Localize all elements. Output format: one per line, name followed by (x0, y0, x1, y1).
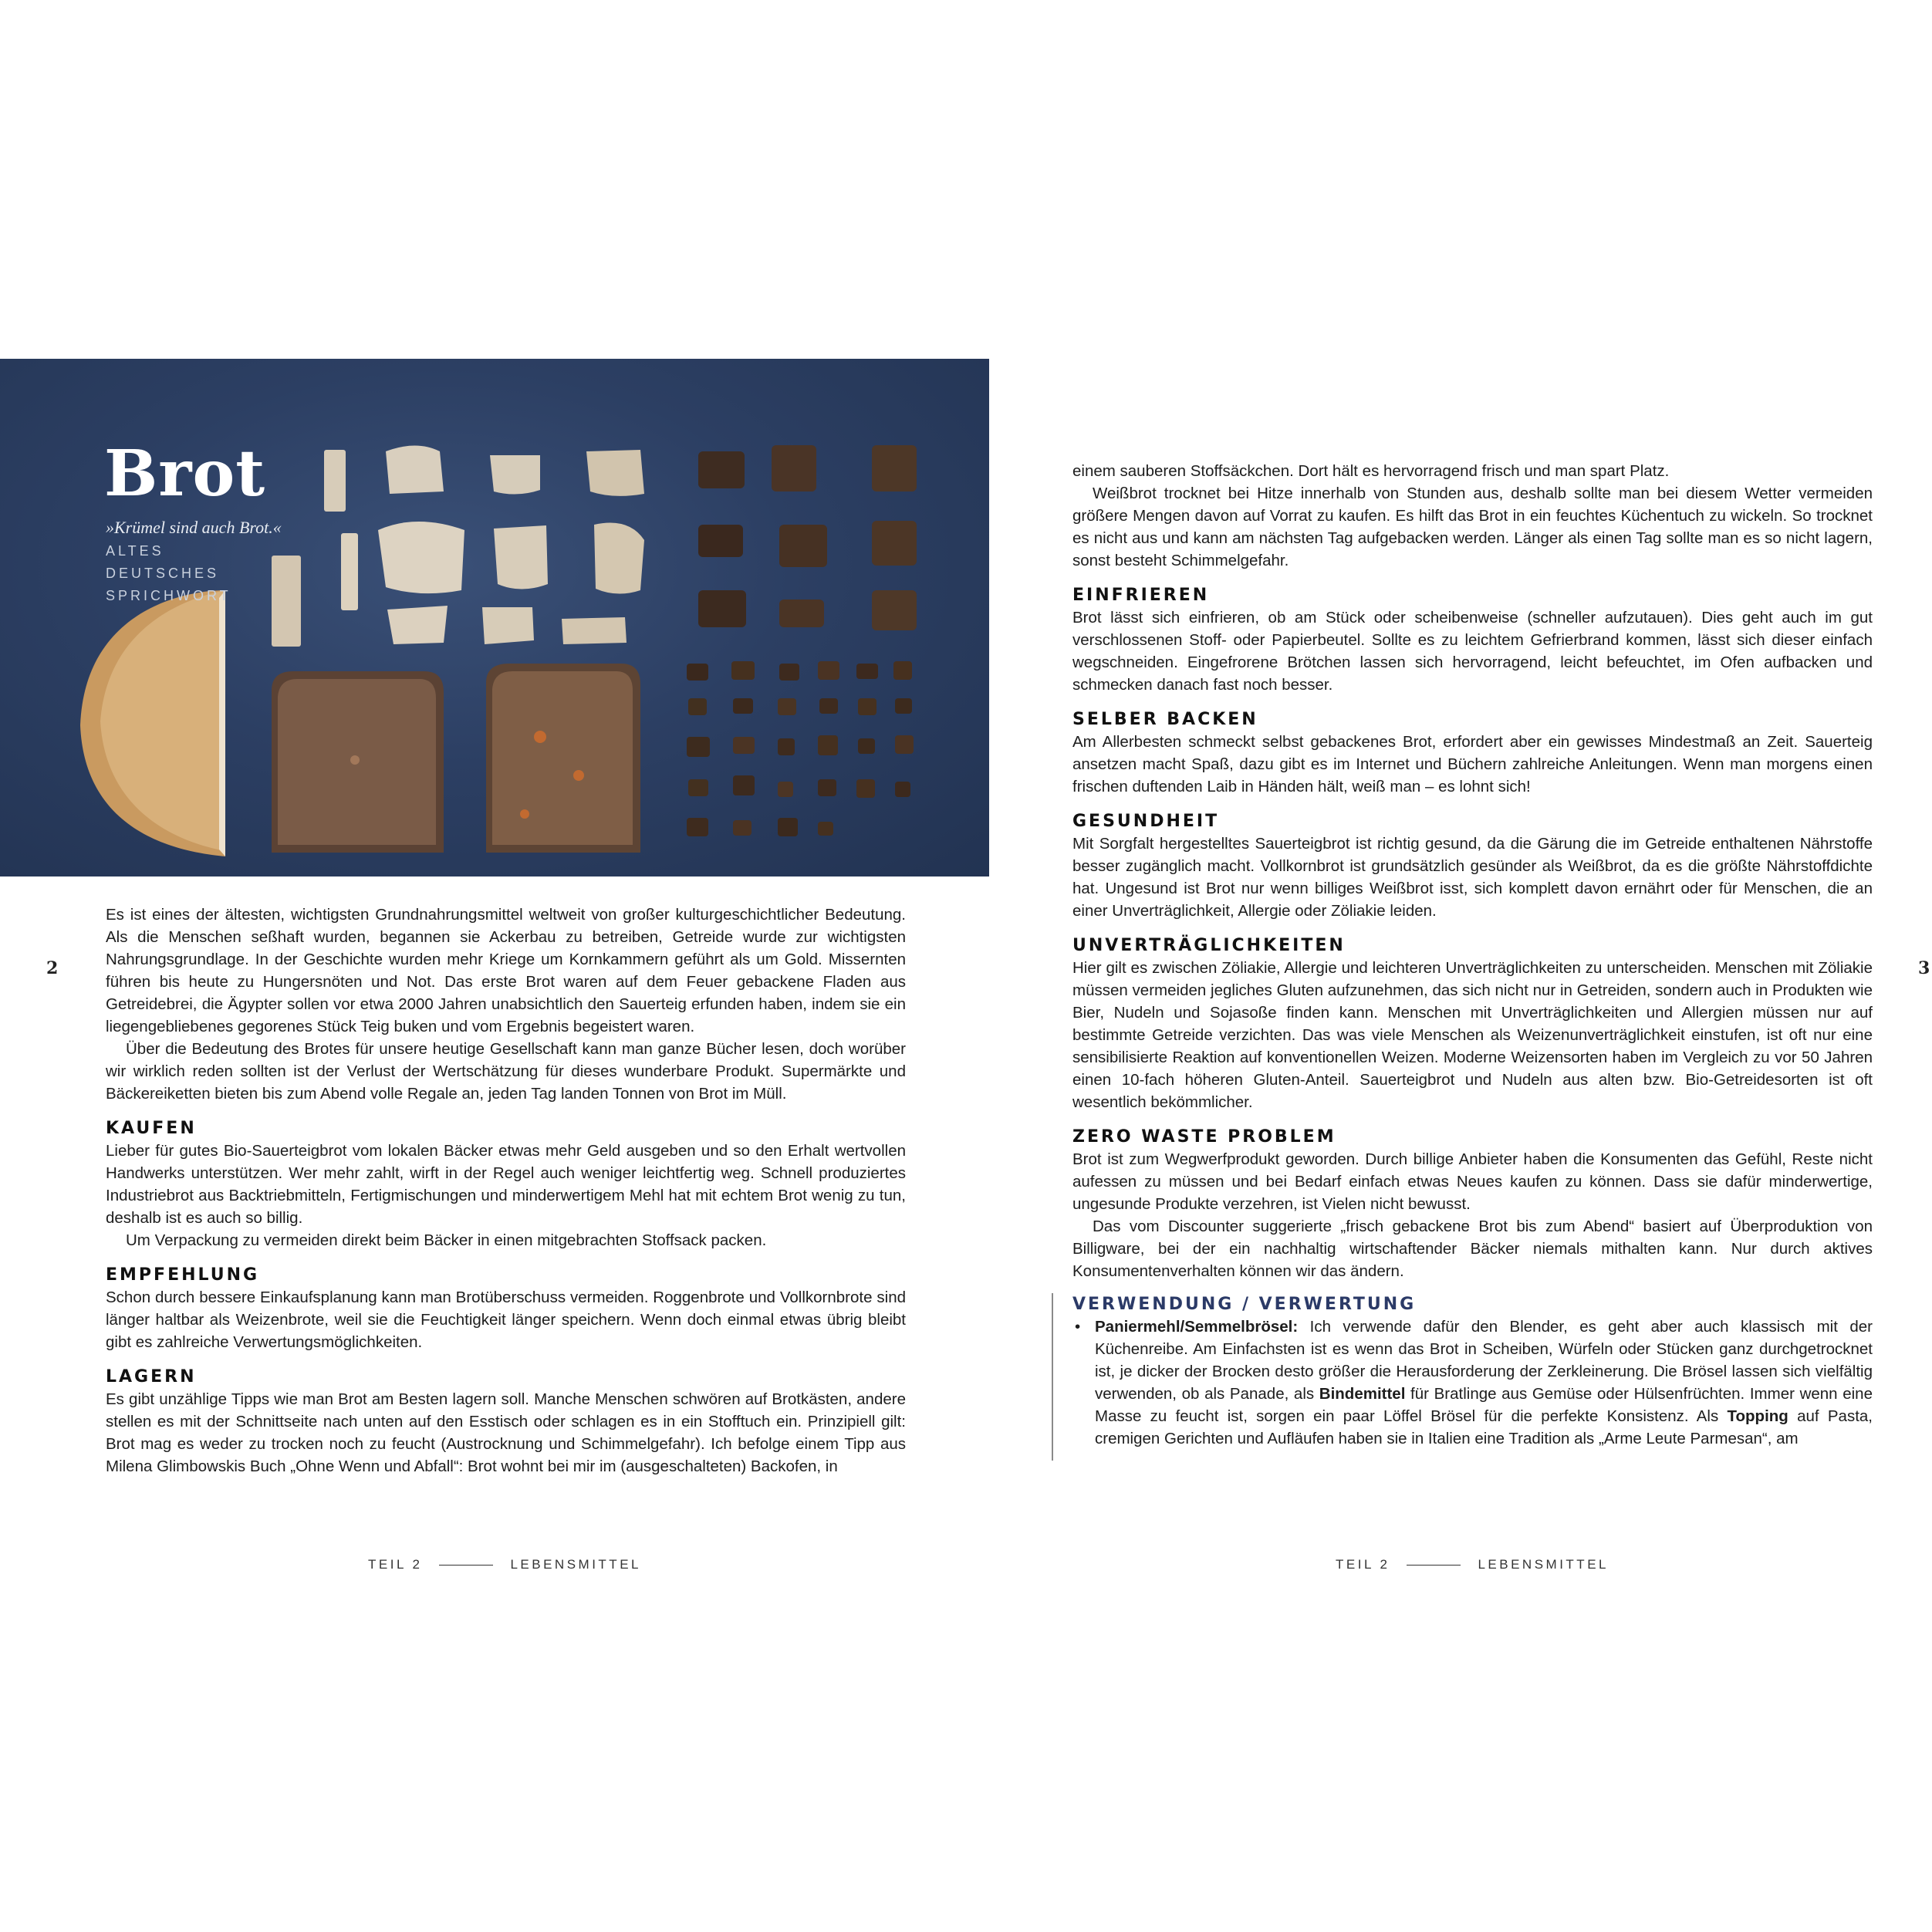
section-paragraph: Das vom Discounter suggerierte „frisch gebackene Brot bis zum Abend“ basiert auf Überproduktion von Billigware, bei der ein nachhaltig wirtschaftender Bäcker niemals mithalten kann. Nur durch aktives Konsumentenverhalten können wir das ändern. (1072, 1218, 1873, 1280)
list-item (1072, 1316, 1873, 1450)
bread-crumb (586, 450, 644, 496)
bread-crumb (386, 446, 444, 495)
bullet-label: Paniermehl/Semmelbrösel: (1095, 1318, 1299, 1336)
footer-divider (439, 1565, 493, 1566)
section-paragraph: Mit Sorgfalt hergestelltes Sauerteigbrot ist richtig gesund, da die Gärung die im Getreide enthaltenen Nährstoffe besser zugänglich macht. Vollkornbrot ist grundsätzlich gesünder als Weißbrot, da es die größte Nährstoffdichte hat. Ungesund ist Brot nur wenn billiges Weißbrot isst, sich komplett davon ernährt oder für Menschen, die an einer Unverträglichkeit, Allergie oder Zöliakie leiden. (1072, 835, 1873, 920)
footer-part: TEIL 2 (1336, 1557, 1390, 1572)
footer-divider (1407, 1565, 1461, 1566)
section-heading: VERWENDUNG / VERWERTUNG (1072, 1295, 1417, 1314)
continued-paragraph: einem sauberen Stoffsäckchen. Dort hält es hervorragend frisch und man spart Platz. (1072, 462, 1670, 480)
section-paragraph: Weißbrot trocknet bei Hitze innerhalb von Stunden aus, deshalb sollte man bei diesem Wetter vermeiden größere Mengen davon auf Vorrat zu kaufen. Es hilft das Brot in ein feuchtes Küchentuch zu wickeln. So trocknet es nicht aus und kann am nächsten Tag aufgebacken werden. Länger als einen Tag sollte man es so nicht lagern, sonst besteht Schimmelgefahr. (1072, 485, 1873, 569)
bullet-text: für Bratlinge aus Gemüse oder Hülsenfrüchten. Immer wenn eine Masse zu feucht ist, sorgen ein paar Löffel Brösel für die perfekte Konsistenz. Als (1095, 1385, 1873, 1425)
section-paragraph: Am Allerbesten schmeckt selbst gebackenes Brot, erfordert aber ein gewisses Mindestmaß an Zeit. Sauerteig ansetzen macht Spaß, dazu gibt es im Internet und Büchern zahlreiche Anleitungen. Wenn man morgens einen frischen duftenden Laib in Händen hält, weiß man – es lohnt sich! (1072, 733, 1873, 795)
crust-chunk (772, 445, 816, 491)
bold-term: Bindemittel (1319, 1385, 1406, 1403)
section-einfrieren (1072, 584, 1873, 696)
right-page-text (1072, 460, 1873, 1450)
bread-crumb (378, 522, 464, 593)
section-verwendung (1072, 1293, 1873, 1450)
footer-section: LEBENSMITTEL (510, 1557, 641, 1572)
section-paragraph: Es gibt unzählige Tipps wie man Brot am Besten lagern soll. Manche Menschen schwören auf Brotkästen, andere stellen es mit der Schnittseite nach unten auf den Esstisch oder schlagen es in ein Stofftuch ein. Prinzipiell gilt: Brot mag es weder zu trocken noch zu feucht (Austrocknung und Schimmelgefahr). Ich befolge einem Tipp aus Milena Glimbowskis Buch „Ohne Wenn und Abfall“: Brot wohnt bei mir im (ausgeschalteten) Backofen, in (106, 1390, 906, 1475)
footer-left (368, 1557, 641, 1572)
section-paragraph: Lieber für gutes Bio-Sauerteigbrot vom lokalen Bäcker etwas mehr Geld ausgeben und so den Erhalt wertvollen Handwerks unterstützen. Wer mehr zahlt, wirft in der Regel auch weniger leichtfertig weg. Schnell produziertes Industriebrot aus Backtriebmitteln, Fertigmischungen und minderwertigem Mehl hat mit echtem Brot wenig zu tun, deshalb ist es auch so billig. (106, 1142, 906, 1227)
section-heading: SELBER BACKEN (1072, 710, 1258, 729)
crust-chunk (698, 451, 745, 488)
bread-strip (324, 450, 346, 512)
section-heading: UNVERTRÄGLICHKEITEN (1072, 936, 1346, 955)
page-number-right: 3 (1918, 958, 1930, 978)
section-paragraph: Brot lässt sich einfrieren, ob am Stück oder scheibenweise (schneller aufzutauen). Dies geht auch im gut verschlossenen Stoff- oder Papierbeutel. Sollte es zu leichtem Gefrierbrand kommen, lässt sich dieser einfach wegschneiden. Eingefrorene Brötchen lassen sich hervorragend, leicht befeuchtet, im Ofen aufbacken und schmecken danach fast noch besser. (1072, 609, 1873, 694)
section-kaufen (106, 1117, 906, 1251)
crust-chunk (698, 525, 743, 557)
crust-chunk (872, 590, 917, 630)
bullet-marker: • (1075, 1318, 1081, 1336)
page-title: Brot (104, 437, 266, 511)
footer-right (1336, 1557, 1609, 1572)
crust-chunk (872, 445, 917, 491)
hero-quote: »Krümel sind auch Brot.« (106, 518, 282, 537)
section-selber-backen (1072, 708, 1873, 798)
bullet-text: auf Pasta, cremigen Gerichten und Aufläufen haben sie in Italien eine Tradition als „Arme Leute Parmesan“, am (1095, 1407, 1873, 1447)
hero-photo (0, 359, 989, 876)
section-paragraph: Hier gilt es zwischen Zöliakie, Allergie und leichteren Unverträglichkeiten zu unterscheiden. Menschen mit Zöliakie müssen vermeiden jegliches Gluten aufzunehmen, das sich nicht nur in Getreiden, sondern auch in Produkten wie Bier, Nudeln und Sojasoße finden kann. Menschen mit Unverträglichkeiten und Allergien müssen nur auf bestimmte Getreide verzichten. Das was viele Menschen als Weizenunverträglichkeit einstufen, ist oft nur eine sensibilisierte Reaktion auf konventionellen Weizen. Moderne Weizensorten haben im Vergleich zu vor 50 Jahren einen 10-fach höheren Gluten-Anteil. Sauerteigbrot und Nudeln aus alten bzw. Bio-Getreidesorten ist oft wesentlich bekömmlicher. (1072, 959, 1873, 1111)
footer-part: TEIL 2 (368, 1557, 423, 1572)
crust-chunk (779, 600, 824, 627)
section-heading: GESUNDHEIT (1072, 812, 1220, 831)
bullet-text: Ich verwende dafür den Blender, es geht aber auch klassisch mit der Küchenreibe. Am Einfachsten ist es wenn das Brot in Scheiben, Würfeln oder Stücken ganz durchgetrocknet ist, je dicker der Brocken desto größer die Herausforderung der Zerkleinerung. Die Brösel lassen sich vielfältig verwenden, ob als Panade, als (1095, 1318, 1873, 1403)
bread-crumb (494, 525, 548, 589)
bread-crumb (387, 606, 448, 644)
bread-strip (341, 533, 358, 610)
section-heading: LAGERN (106, 1367, 197, 1387)
section-lagern (106, 1366, 906, 1478)
section-heading: EMPFEHLUNG (106, 1265, 260, 1285)
crust-chunk (779, 525, 827, 567)
section-paragraph: Um Verpackung zu vermeiden direkt beim Bäcker in einen mitgebrachten Stoffsack packen. (126, 1231, 767, 1249)
footer-section: LEBENSMITTEL (1478, 1557, 1609, 1572)
page-number-left: 2 (46, 958, 59, 978)
section-paragraph: Schon durch bessere Einkaufsplanung kann man Brotüberschuss vermeiden. Roggenbrote und Vollkornbrote sind länger haltbar als Weizenbrote, weil sie die Feuchtigkeit länger speichern. Wenn doch einmal etwas übrig bleibt gibt es zahlreiche Verwertungsmöglichkeiten. (106, 1289, 906, 1351)
bold-term: Topping (1727, 1407, 1788, 1425)
bread-crumb (562, 617, 627, 644)
intro-paragraph: Über die Bedeutung des Brotes für unsere heutige Gesellschaft kann man ganze Bücher lesen, doch worüber wir wirklich reden sollten ist der Verlust der Wertschätzung für dieses wunderbare Produkt. Supermärkte und Bäckereiketten bieten bis zum Abend volle Regale an, jeden Tag landen Tonnen von Brot im Müll. (106, 1040, 906, 1103)
bread-crumb (594, 523, 644, 594)
section-heading: KAUFEN (106, 1119, 197, 1138)
section-heading: EINFRIEREN (1072, 586, 1210, 605)
section-heading: ZERO WASTE PROBLEM (1072, 1127, 1336, 1147)
section-gesundheit (1072, 810, 1873, 922)
bread-crumb (482, 607, 534, 644)
crust-chunk (872, 521, 917, 566)
left-page-text (106, 904, 906, 1478)
bread-crumb (490, 455, 540, 495)
intro-paragraph: Es ist eines der ältesten, wichtigsten Grundnahrungsmittel weltweit von großer kulturgeschichtlicher Bedeutung. Als die Menschen seßhaft wurden, begannen sie Ackerbau zu betreiben, Getreide wurde zur wichtigsten Nahrungsgrundlage. In der Geschichte wurden mehr Kriege um Kornkammern geführt als um Gold. Missernten führen bis heute zu Hungersnöten und Not. Das erste Brot waren auf dem Feuer gebackene Fladen aus Getreidebrei, die Ägypter sollen vor etwa 2000 Jahren unabsichtlich den Sauerteig erfunden haben, indem sie ein liegengebliebenes gegorenes Stück Teig buken und vom Ergebnis begeistert waren. (106, 906, 906, 1035)
quote-attribution: ALTES DEUTSCHES SPRICHWORT (106, 543, 231, 603)
section-zero-waste (1072, 1126, 1873, 1282)
section-unvertraeglichkeiten (1072, 934, 1873, 1113)
section-empfehlung (106, 1264, 906, 1353)
section-rule (1052, 1293, 1053, 1461)
crust-chunk (698, 590, 746, 627)
section-paragraph: Brot ist zum Wegwerfprodukt geworden. Durch billige Anbieter haben die Konsumenten das Gefühl, Reste nicht aufessen zu müssen und bei Bedarf einfach etwas Neues kaufen zu können. Dass sie dafür minderwertige, ungesunde Produkte verzehren, ist Vielen nicht bewusst. (1072, 1150, 1873, 1213)
